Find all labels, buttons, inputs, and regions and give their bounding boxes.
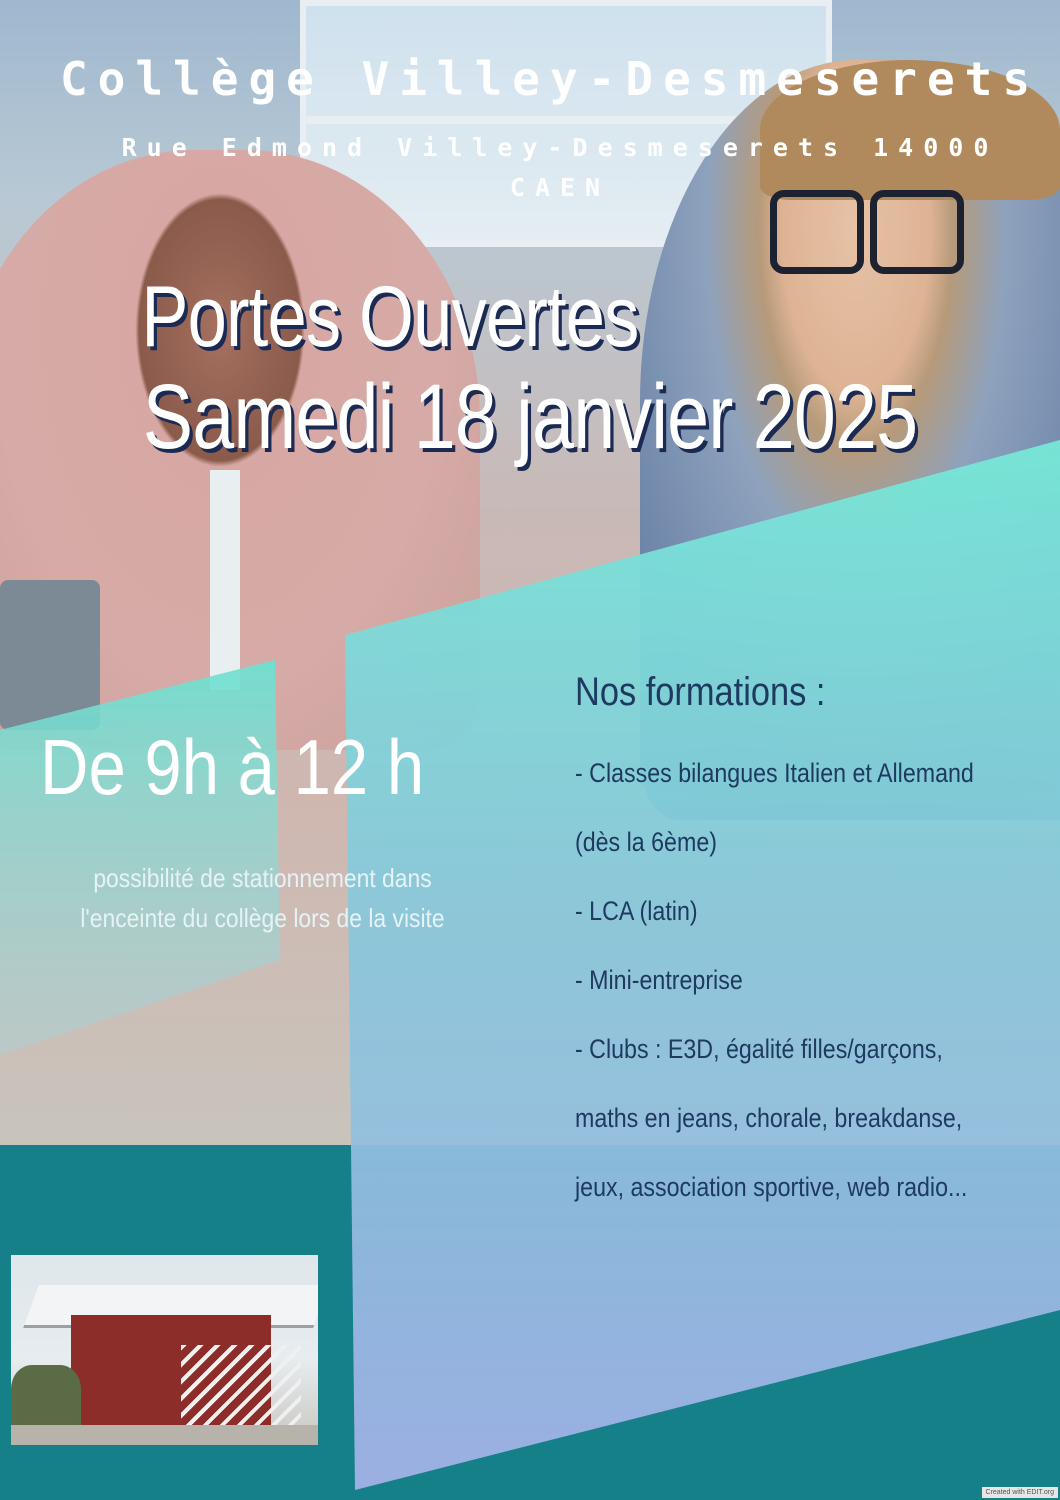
college-name: Collège Villey-Desmeserets xyxy=(59,52,1041,106)
formation-line: - LCA (latin) xyxy=(575,896,698,926)
address-line-2: CAEN xyxy=(509,173,611,202)
parking-line-1: possibilité de stationnement dans xyxy=(93,863,432,893)
headline-open-day: Portes Ouvertes xyxy=(141,269,639,365)
formation-line: (dès la 6ème) xyxy=(575,827,717,857)
formation-line: - Classes bilangues Italien et Allemand xyxy=(575,758,974,788)
formation-line: - Clubs : E3D, égalité filles/garçons, xyxy=(575,1034,943,1064)
address-line-1: Rue Edmond Villey-Desmeserets 14000 xyxy=(121,133,999,162)
edit-credit: Created with EDIT.org xyxy=(982,1487,1058,1498)
formations-section xyxy=(575,670,1045,1222)
parking-info xyxy=(32,858,494,938)
formation-line: - Mini-entreprise xyxy=(575,965,743,995)
college-address xyxy=(20,128,1060,208)
formation-line: jeux, association sportive, web radio... xyxy=(575,1172,968,1202)
headline-date: Samedi 18 janvier 2025 xyxy=(142,366,918,468)
parking-line-2: l'enceinte du collège lors de la visite xyxy=(80,903,445,933)
school-building-photo xyxy=(11,1255,318,1445)
opening-hours: De 9h à 12 h xyxy=(40,723,425,811)
formation-line: maths en jeans, chorale, breakdanse, xyxy=(575,1103,963,1133)
formations-title: Nos formations : xyxy=(575,670,826,714)
